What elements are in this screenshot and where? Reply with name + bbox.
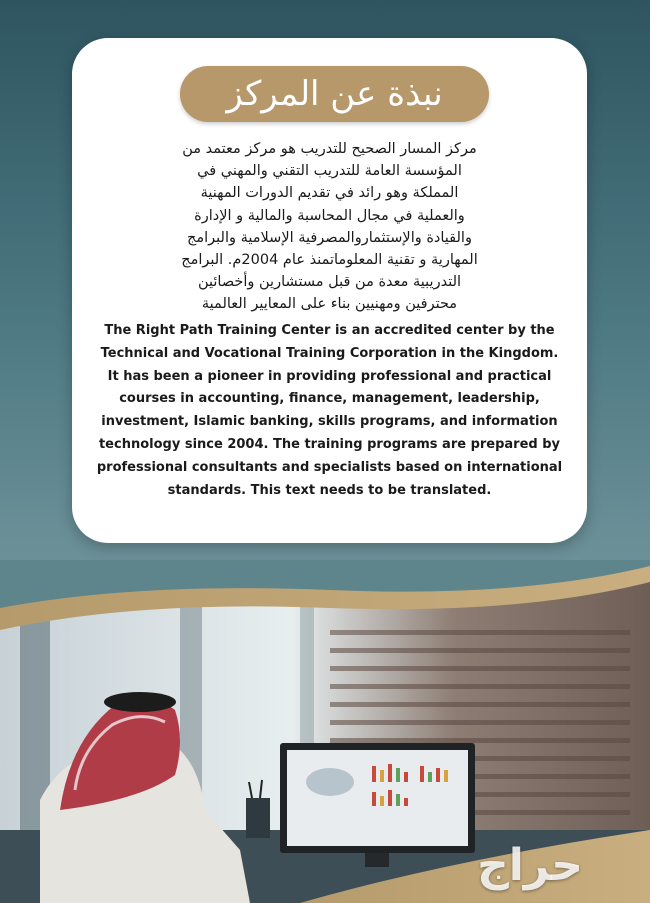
arabic-line: والعملية في مجال المحاسبة والمالية و الإدارة: [194, 207, 465, 224]
card-title: نبذة عن المركز: [226, 74, 443, 114]
english-line: courses in accounting, finance, management, leadership,: [119, 391, 540, 407]
arabic-description: [108, 138, 551, 316]
arabic-line: التدريبية معدة من قبل مستشارين وأخصائين: [197, 274, 462, 291]
english-line: investment, Islamic banking, skills programs, and information: [101, 414, 558, 430]
english-description: [94, 320, 565, 502]
haraj-logo: حراج: [477, 840, 583, 891]
english-line: technology since 2004. The training programs are prepared by: [98, 436, 561, 452]
arabic-line: المؤسسة العامة للتدريب التقني والمهني في: [197, 163, 462, 180]
about-card: [72, 38, 587, 543]
arabic-line: محترفين ومهنيين بناء على المعايير العالمية: [201, 296, 458, 313]
english-line: It has been a pioneer in providing professional and practical: [107, 368, 552, 384]
english-line: Technical and Vocational Training Corporation in the Kingdom.: [100, 345, 559, 361]
english-line: standards. This text needs to be translated.: [167, 482, 492, 498]
arabic-line: والقيادة والإستثماروالمصرفية الإسلامية والبرامج: [187, 229, 472, 246]
arabic-line: مركز المسار الصحيح للتدريب هو مركز معتمد من: [182, 141, 477, 157]
english-line: The Right Path Training Center is an accredited center by the: [104, 323, 555, 338]
arabic-line: المملكة وهو رائد في تقديم الدورات المهنية: [200, 185, 459, 202]
arabic-line: المهارية و تقنية المعلوماتمنذ عام 2004م. البرامج: [181, 252, 478, 269]
english-line: professional consultants and specialists based on international: [96, 459, 563, 475]
title-pill: [180, 66, 489, 122]
